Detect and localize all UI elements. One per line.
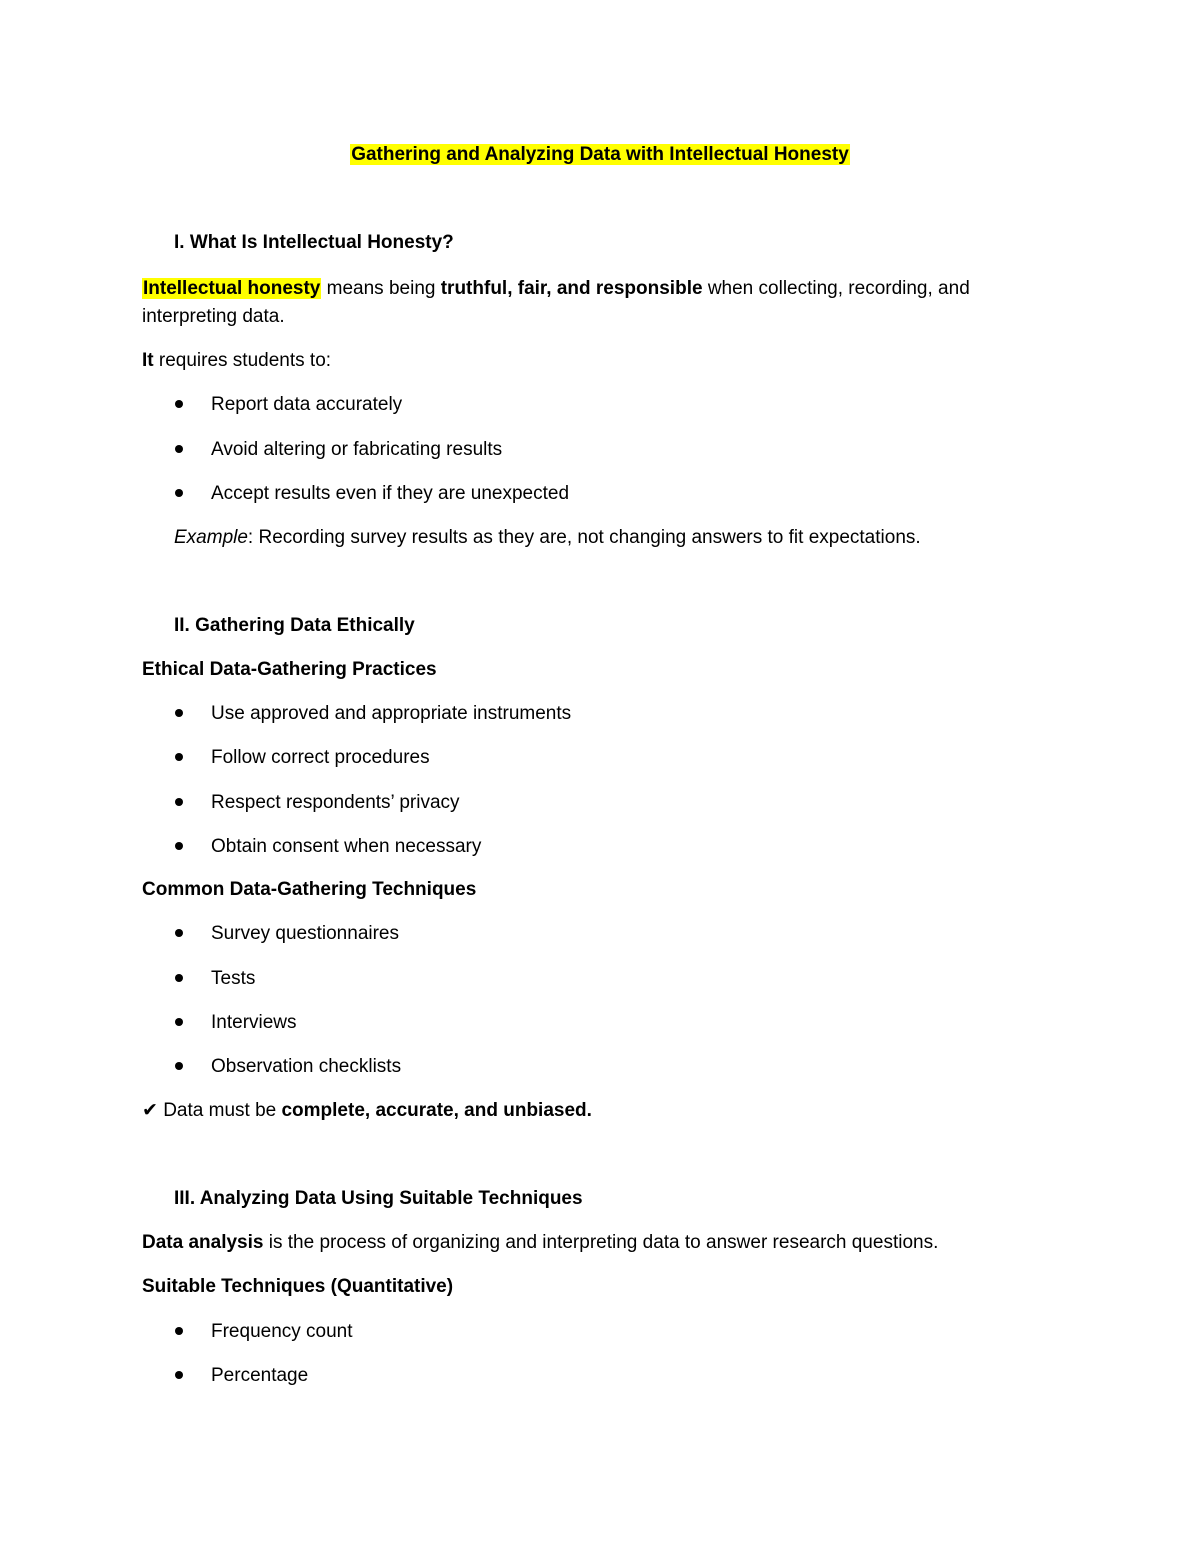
bullet-icon [175, 709, 183, 717]
list-item: Survey questionnaires [211, 923, 399, 944]
bullet-icon [175, 445, 183, 453]
note-bold: complete, accurate, and unbiased. [281, 1100, 592, 1121]
definition-end: when collecting, recording, and [702, 278, 970, 299]
analysis-bold: Data analysis [142, 1232, 264, 1253]
example-line [174, 525, 921, 551]
example-text: : Recording survey results as they are, not changing answers to fit expectations. [247, 527, 921, 548]
list-item: Respect respondents’ privacy [211, 792, 460, 813]
bullet-icon [175, 842, 183, 850]
requires-bold: It [142, 350, 154, 371]
definition-term: Intellectual honesty [143, 278, 321, 299]
definition-line-1 [142, 276, 970, 302]
definition-line-2: interpreting data. [142, 306, 285, 327]
list-item: Report data accurately [211, 394, 403, 415]
bullet-icon [175, 974, 183, 982]
definition-mid: means being [321, 278, 441, 299]
data-requirement-note [142, 1098, 592, 1124]
analysis-definition [142, 1230, 938, 1256]
list-item: Percentage [211, 1365, 309, 1386]
check-icon: ✔ [142, 1100, 158, 1121]
section-2-heading: II. Gathering Data Ethically [174, 615, 415, 636]
document-title [0, 142, 1200, 168]
analysis-rest: is the process of organizing and interpreting data to answer research questions. [263, 1232, 939, 1253]
bullet-icon [175, 1371, 183, 1379]
bullet-icon [175, 400, 183, 408]
bullet-icon [175, 753, 183, 761]
list-item: Frequency count [211, 1321, 353, 1342]
section-3-heading: III. Analyzing Data Using Suitable Techniques [174, 1188, 583, 1209]
list-item: Follow correct procedures [211, 747, 430, 768]
bullet-icon [175, 1018, 183, 1026]
bullet-icon [175, 1327, 183, 1335]
practices-heading: Ethical Data-Gathering Practices [142, 659, 437, 680]
list-item: Obtain consent when necessary [211, 836, 482, 857]
requires-line [142, 348, 331, 374]
list-item: Avoid altering or fabricating results [211, 439, 503, 460]
list-item: Tests [211, 968, 256, 989]
document-title-text: Gathering and Analyzing Data with Intellectual Honesty [351, 144, 849, 165]
quant-heading: Suitable Techniques (Quantitative) [142, 1276, 454, 1297]
requires-rest: requires students to: [153, 350, 332, 371]
list-item: Interviews [211, 1012, 297, 1033]
bullet-icon [175, 1062, 183, 1070]
bullet-icon [175, 798, 183, 806]
list-item: Accept results even if they are unexpected [211, 483, 570, 504]
example-label: Example [174, 527, 248, 548]
section-1-heading: I. What Is Intellectual Honesty? [174, 232, 454, 253]
definition-bold: truthful, fair, and responsible [440, 278, 703, 299]
bullet-icon [175, 929, 183, 937]
techniques-heading: Common Data-Gathering Techniques [142, 879, 477, 900]
note-plain: Data must be [157, 1100, 282, 1121]
list-item: Use approved and appropriate instruments [211, 703, 572, 724]
bullet-icon [175, 489, 183, 497]
list-item: Observation checklists [211, 1056, 402, 1077]
